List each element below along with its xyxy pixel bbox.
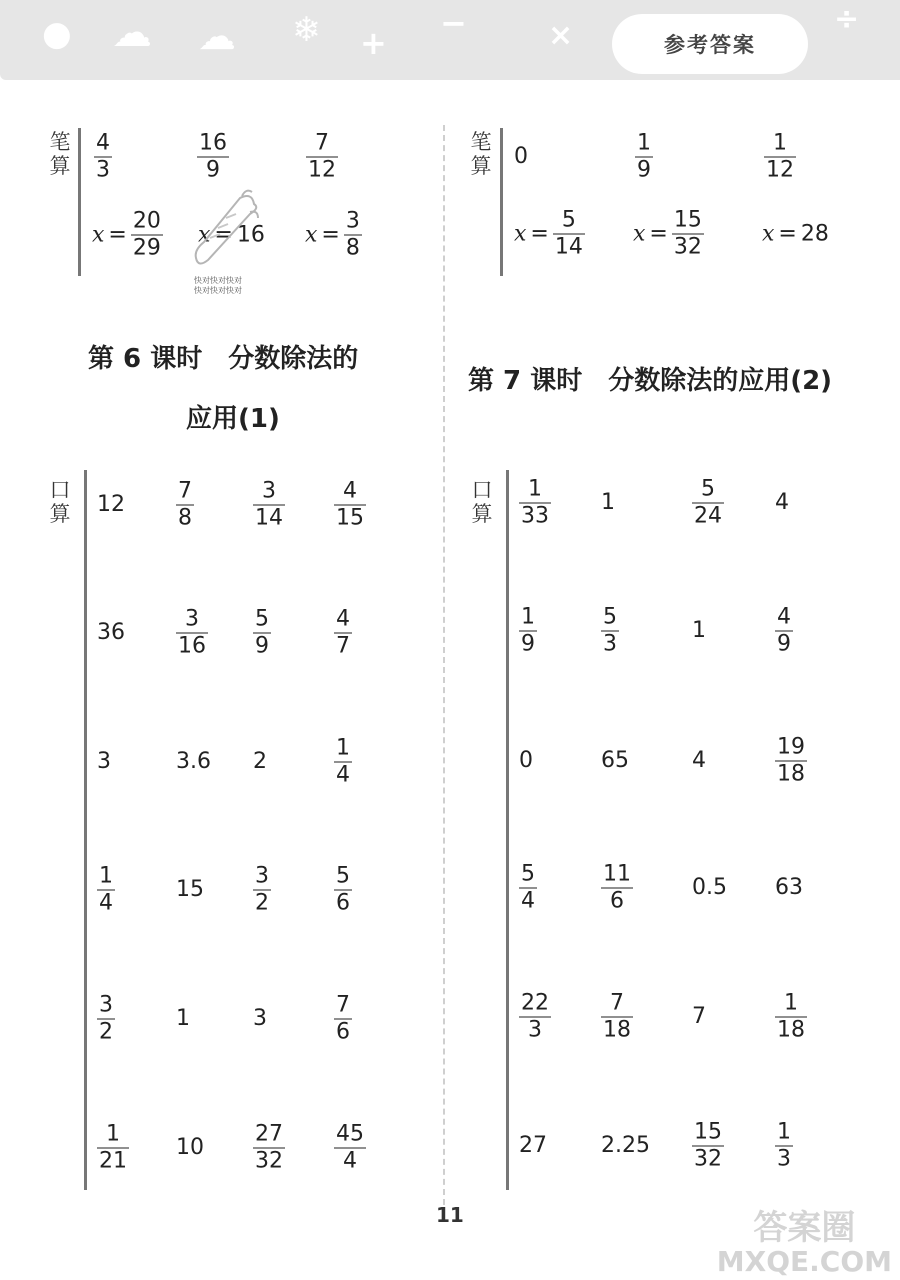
- fraction: 1 9: [637, 130, 651, 183]
- answer-value: 27: [519, 1133, 547, 1158]
- top-left-bar: [78, 128, 81, 276]
- answer-value: 3.6: [176, 749, 211, 774]
- answer-value: 1: [601, 490, 615, 515]
- answer-fraction: 15 32: [694, 1119, 722, 1172]
- answer-value: 1: [176, 1006, 190, 1031]
- right-grid-bar: [506, 470, 509, 1190]
- plus-deco-icon: +: [360, 24, 387, 62]
- answer-fraction: 7 18: [603, 990, 631, 1043]
- answer-fraction: 27 32: [255, 1121, 283, 1174]
- answer-value: 15: [176, 877, 204, 902]
- value: 0: [514, 144, 528, 169]
- answer-value: 36: [97, 620, 125, 645]
- answer-fraction: 3 16: [178, 606, 206, 659]
- answer-value: 4: [692, 748, 706, 773]
- minus-deco-icon: −: [440, 4, 467, 42]
- answer-fraction: 5 3: [603, 604, 617, 657]
- section-title-7: 第 7 课时 分数除法的应用(2): [468, 366, 833, 396]
- fraction: 4 3: [96, 130, 110, 183]
- answer-fraction: 1 4: [99, 863, 113, 916]
- answer-fraction: 1 18: [777, 990, 805, 1043]
- answer-fraction: 1 3: [777, 1119, 791, 1172]
- equation: x = $\frac{5}{14}$: [514, 207, 583, 260]
- answer-value: 3: [253, 1006, 267, 1031]
- equation: x = $\frac{20}{29}$: [92, 208, 161, 261]
- answer-fraction: 3 2: [99, 992, 113, 1045]
- answer-fraction: 4 7: [336, 606, 350, 659]
- answer-value: 12: [97, 492, 125, 517]
- answer-fraction: 5 24: [694, 476, 722, 529]
- carrot-logo-icon: [190, 188, 260, 278]
- carrot-caption: 快对快对快对 快对快对快对: [194, 276, 242, 295]
- column-divider: [443, 125, 445, 1205]
- answer-value: 7: [692, 1004, 706, 1029]
- answer-value: 2.25: [601, 1133, 650, 1158]
- answer-value: 4: [775, 490, 789, 515]
- equation: x = 28: [762, 221, 829, 247]
- answer-fraction: 7 6: [336, 992, 350, 1045]
- answer-fraction: 19 18: [777, 734, 805, 787]
- divide-deco-icon: ÷: [834, 2, 860, 37]
- top-right-label: 笔算: [470, 130, 492, 178]
- circle-deco-icon: ●: [42, 14, 72, 54]
- fraction: 7 12: [308, 130, 336, 183]
- answer-fraction: 22 3: [521, 990, 549, 1043]
- answer-fraction: 7 8: [178, 478, 192, 531]
- answer-fraction: 1 4: [336, 735, 350, 788]
- answer-value: 63: [775, 875, 803, 900]
- answer-fraction: 45 4: [336, 1121, 364, 1174]
- answer-fraction: 1 33: [521, 476, 549, 529]
- top-left-label: 笔算: [49, 130, 71, 178]
- answer-fraction: 3 2: [255, 863, 269, 916]
- fraction: 1 12: [766, 130, 794, 183]
- answer-label: 参考答案: [612, 14, 808, 74]
- answer-fraction: 11 6: [603, 861, 631, 914]
- times-deco-icon: ×: [548, 18, 574, 53]
- answer-value: 0: [519, 748, 533, 773]
- fraction: 16 9: [199, 130, 227, 183]
- page-number: 11: [436, 1203, 464, 1227]
- equation: x = 16: [198, 222, 265, 248]
- left-grid-label: 口算: [49, 478, 71, 526]
- rain-cloud-deco-icon: ☁: [198, 14, 236, 58]
- answer-fraction: 1 9: [521, 604, 535, 657]
- left-grid-bar: [84, 470, 87, 1190]
- answer-fraction: 3 14: [255, 478, 283, 531]
- header-band: [0, 0, 900, 80]
- cloud-deco-icon: ☁: [112, 10, 152, 56]
- watermark-logo: 答案圈 MXQE.COM: [716, 1207, 892, 1278]
- answer-fraction: 4 15: [336, 478, 364, 531]
- answer-fraction: 5 4: [521, 861, 535, 914]
- section-title-6-line1: 第 6 课时 分数除法的: [88, 344, 359, 374]
- answer-value: 3: [97, 749, 111, 774]
- equation: x = $\frac{3}{8}$: [305, 208, 360, 261]
- answer-fraction: 4 9: [777, 604, 791, 657]
- answer-value: 1: [692, 618, 706, 643]
- snowflake-deco-icon: ❄: [292, 10, 321, 50]
- answer-fraction: 5 9: [255, 606, 269, 659]
- answer-value: 65: [601, 748, 629, 773]
- answer-fraction: 5 6: [336, 863, 350, 916]
- answer-fraction: 1 21: [99, 1121, 127, 1174]
- answer-value: 2: [253, 749, 267, 774]
- answer-value: 0.5: [692, 875, 727, 900]
- answer-value: 10: [176, 1135, 204, 1160]
- right-grid-label: 口算: [471, 478, 493, 526]
- top-right-bar: [500, 128, 503, 276]
- equation: x = $\frac{15}{32}$: [633, 207, 702, 260]
- section-title-6-line2: 应用(1): [186, 404, 280, 434]
